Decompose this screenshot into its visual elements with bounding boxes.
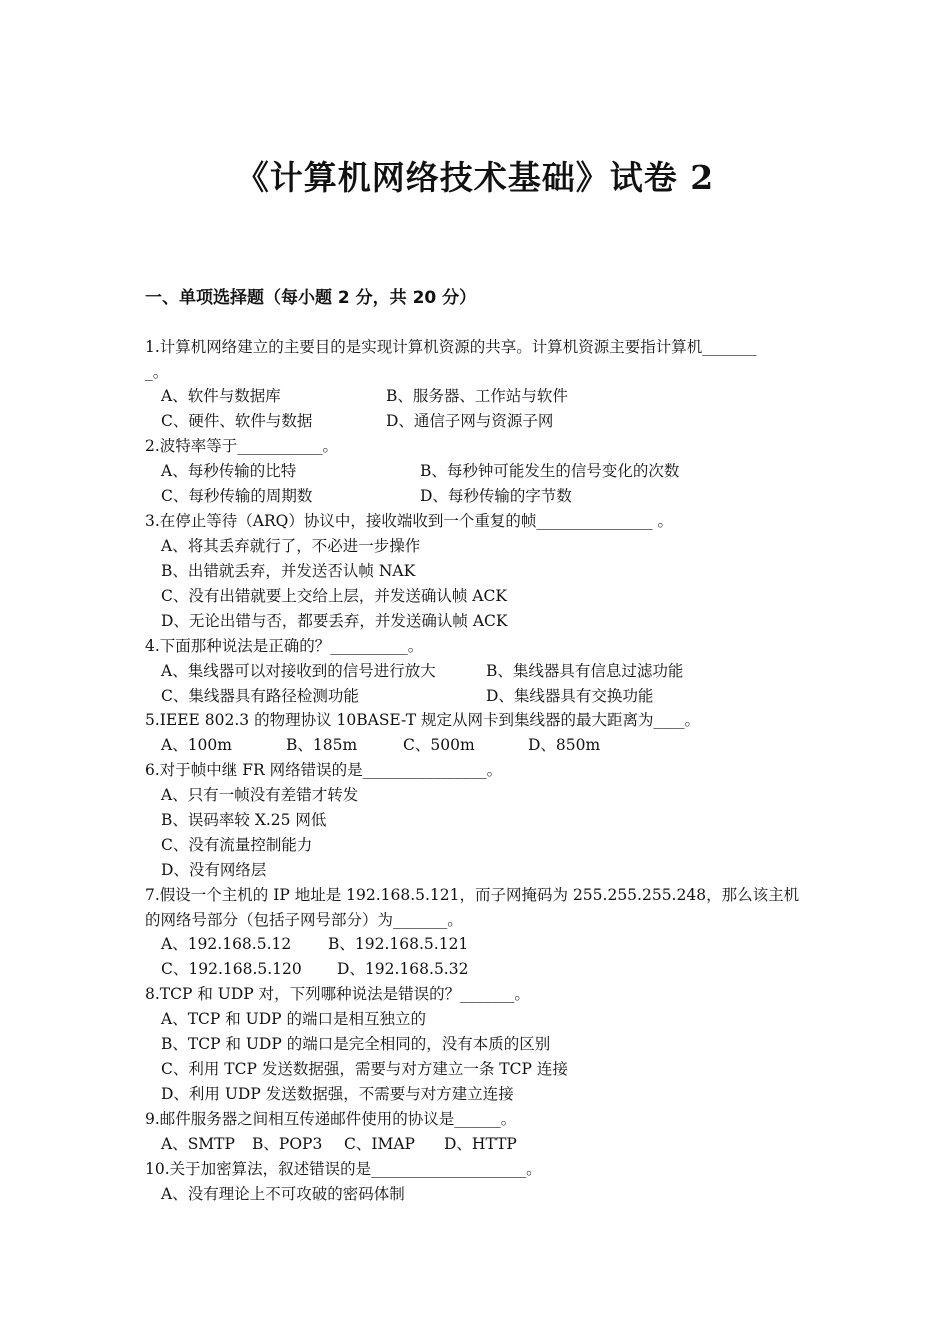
question-6-stem: 6.对于帧中继 FR 网络错误的是________________。: [145, 761, 503, 779]
question-6-option-a: A、只有一帧没有差错才转发: [161, 786, 359, 804]
question-7-option-a: A、192.168.5.12: [161, 935, 292, 953]
question-3-option-a: A、将其丢弃就行了，不必进一步操作: [161, 537, 421, 555]
question-9-option-d: D、HTTP: [444, 1135, 517, 1153]
section-heading: 一、单项选择题（每小题 2 分，共 20 分）: [145, 288, 477, 308]
question-5-option-d: D、850m: [528, 736, 601, 754]
question-10-stem: 10.关于加密算法，叙述错误的是____________________。: [145, 1160, 542, 1178]
question-4-option-a: A、集线器可以对接收到的信号进行放大: [161, 662, 436, 680]
question-2-option-b: B、每秒钟可能发生的信号变化的次数: [420, 462, 680, 480]
question-7-option-b: B、192.168.5.121: [328, 935, 469, 953]
question-6-option-d: D、没有网络层: [161, 861, 267, 879]
question-5-option-a: A、100m: [161, 736, 232, 754]
question-9-option-a: A、SMTP: [161, 1135, 235, 1153]
question-8-option-d: D、利用 UDP 发送数据强，不需要与对方建立连接: [161, 1085, 514, 1103]
question-1-stem: 1.计算机网络建立的主要目的是实现计算机资源的共享。计算机资源主要指计算机_______: [145, 338, 757, 356]
question-1-option-a: A、软件与数据库: [161, 387, 281, 405]
question-7-stem-continued: 的网络号部分（包括子网号部分）为_______。: [145, 911, 463, 929]
question-8-option-c: C、利用 TCP 发送数据强，需要与对方建立一条 TCP 连接: [161, 1060, 568, 1078]
question-4-option-c: C、集线器具有路径检测功能: [161, 687, 359, 705]
question-7-option-c: C、192.168.5.120: [161, 960, 302, 978]
question-8-option-b: B、TCP 和 UDP 的端口是完全相同的，没有本质的区别: [161, 1035, 551, 1053]
question-1-option-c: C、硬件、软件与数据: [161, 412, 313, 430]
question-3-stem: 3.在停止等待（ARQ）协议中，接收端收到一个重复的帧_______________ 。: [145, 512, 674, 530]
question-8-stem: 8.TCP 和 UDP 对，下列哪种说法是错误的？_______。: [145, 985, 530, 1003]
question-9-option-b: B、POP3: [252, 1135, 323, 1153]
question-3-option-c: C、没有出错就要上交给上层，并发送确认帧 ACK: [161, 587, 507, 605]
question-3-option-b: B、出错就丢弃，并发送否认帧 NAK: [161, 562, 416, 580]
question-2-stem: 2.波特率等于___________。: [145, 437, 339, 455]
question-6-option-b: B、误码率较 X.25 网低: [161, 811, 327, 829]
question-4-option-b: B、集线器具有信息过滤功能: [486, 662, 684, 680]
question-1-option-d: D、通信子网与资源子网: [386, 412, 554, 430]
question-1-stem-continued: _。: [145, 363, 169, 381]
question-9-option-c: C、IMAP: [344, 1135, 415, 1153]
question-7-option-d: D、192.168.5.32: [337, 960, 469, 978]
question-8-option-a: A、TCP 和 UDP 的端口是相互独立的: [161, 1010, 427, 1028]
question-2-option-a: A、每秒传输的比特: [161, 462, 297, 480]
question-7-stem: 7.假设一个主机的 IP 地址是 192.168.5.121，而子网掩码为 255.255.255.248，那么该主机: [145, 886, 800, 904]
question-4-stem: 4.下面那种说法是正确的？__________。: [145, 637, 424, 655]
question-1-option-b: B、服务器、工作站与软件: [386, 387, 568, 405]
question-3-option-d: D、无论出错与否，都要丢弃，并发送确认帧 ACK: [161, 612, 508, 630]
question-6-option-c: C、没有流量控制能力: [161, 836, 313, 854]
question-2-option-c: C、每秒传输的周期数: [161, 487, 313, 505]
question-5-option-b: B、185m: [286, 736, 358, 754]
page-title: 《计算机网络技术基础》试卷 2: [235, 158, 715, 197]
question-2-option-d: D、每秒传输的字节数: [420, 487, 572, 505]
question-5-option-c: C、500m: [403, 736, 475, 754]
question-4-option-d: D、集线器具有交换功能: [486, 687, 654, 705]
question-10-option-a: A、没有理论上不可攻破的密码体制: [161, 1185, 405, 1203]
question-9-stem: 9.邮件服务器之间相互传递邮件使用的协议是______。: [145, 1110, 517, 1128]
question-5-stem: 5.IEEE 802.3 的物理协议 10BASE-T 规定从网卡到集线器的最大距离为____。: [145, 711, 700, 729]
